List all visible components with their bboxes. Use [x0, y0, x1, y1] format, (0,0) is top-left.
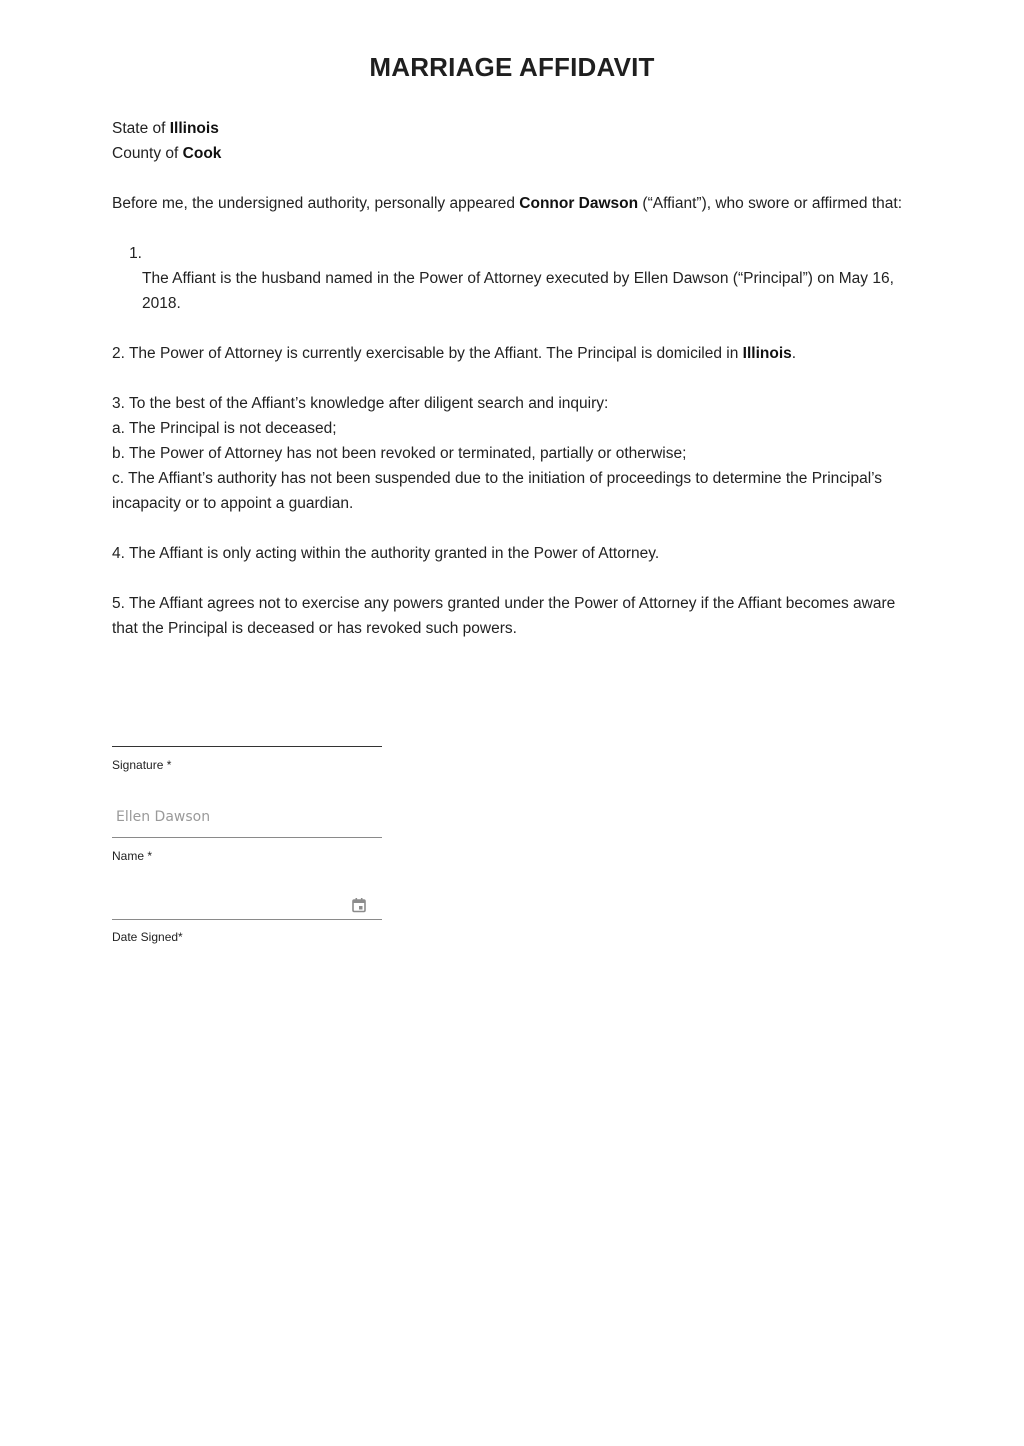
affiant-name: Connor Dawson — [519, 195, 639, 212]
document-body — [112, 116, 912, 641]
county-line — [112, 141, 912, 166]
item-3-a: a. The Principal is not deceased; — [112, 420, 337, 437]
signature-line[interactable] — [112, 746, 382, 747]
item-5: 5. The Affiant agrees not to exercise any powers granted under the Power of Attorney if the Affiant becomes aware that the Principal is deceased or has revoked such powers. — [112, 595, 896, 637]
state-value: Illinois — [169, 120, 219, 137]
name-input-value[interactable]: Ellen Dawson — [116, 809, 211, 825]
item-2-prefix: 2. The Power of Attorney is currently exercisable by the Affiant. The Principal is domiciled in — [112, 345, 743, 362]
name-input-line — [112, 837, 382, 838]
item-2-state: Illinois — [742, 345, 792, 362]
date-field[interactable] — [112, 890, 382, 950]
name-label: Name * — [112, 849, 153, 863]
document-title: MARRIAGE AFFIDAVIT — [369, 52, 655, 82]
item-4: 4. The Affiant is only acting within the authority granted in the Power of Attorney. — [112, 545, 660, 562]
intro-paragraph — [112, 191, 912, 216]
item-1-text — [142, 241, 912, 316]
intro-prefix: Before me, the undersigned authority, personally appeared — [112, 195, 520, 212]
item-1 — [112, 241, 912, 316]
county-value: Cook — [182, 145, 222, 162]
item-3-c: c. The Affiant’s authority has not been suspended due to the initiation of proceedings to determine the Principal’s incapacity or to appoint a guardian. — [112, 470, 883, 512]
item-2 — [112, 341, 912, 366]
date-input-line — [112, 919, 382, 920]
state-prefix: State of — [112, 120, 170, 137]
county-prefix: County of — [112, 145, 183, 162]
state-line — [112, 116, 912, 141]
item-1-number: 1. — [129, 245, 142, 262]
signature-label: Signature * — [112, 758, 172, 772]
item-2-suffix: . — [791, 345, 797, 362]
item-3-b: b. The Power of Attorney has not been revoked or terminated, partially or otherwise; — [112, 445, 687, 462]
item-3-intro: 3. To the best of the Affiant’s knowledge after diligent search and inquiry: — [112, 395, 609, 412]
item-1-text-content: The Affiant is the husband named in the Power of Attorney executed by Ellen Dawson (“Principal”) on May 16, 2018. — [142, 270, 894, 312]
date-label: Date Signed* — [112, 930, 183, 944]
name-field[interactable] — [112, 800, 382, 870]
intro-suffix: (“Affiant”), who swore or affirmed that: — [638, 195, 903, 212]
signature-field[interactable] — [112, 730, 382, 780]
calendar-icon[interactable] — [351, 897, 367, 913]
